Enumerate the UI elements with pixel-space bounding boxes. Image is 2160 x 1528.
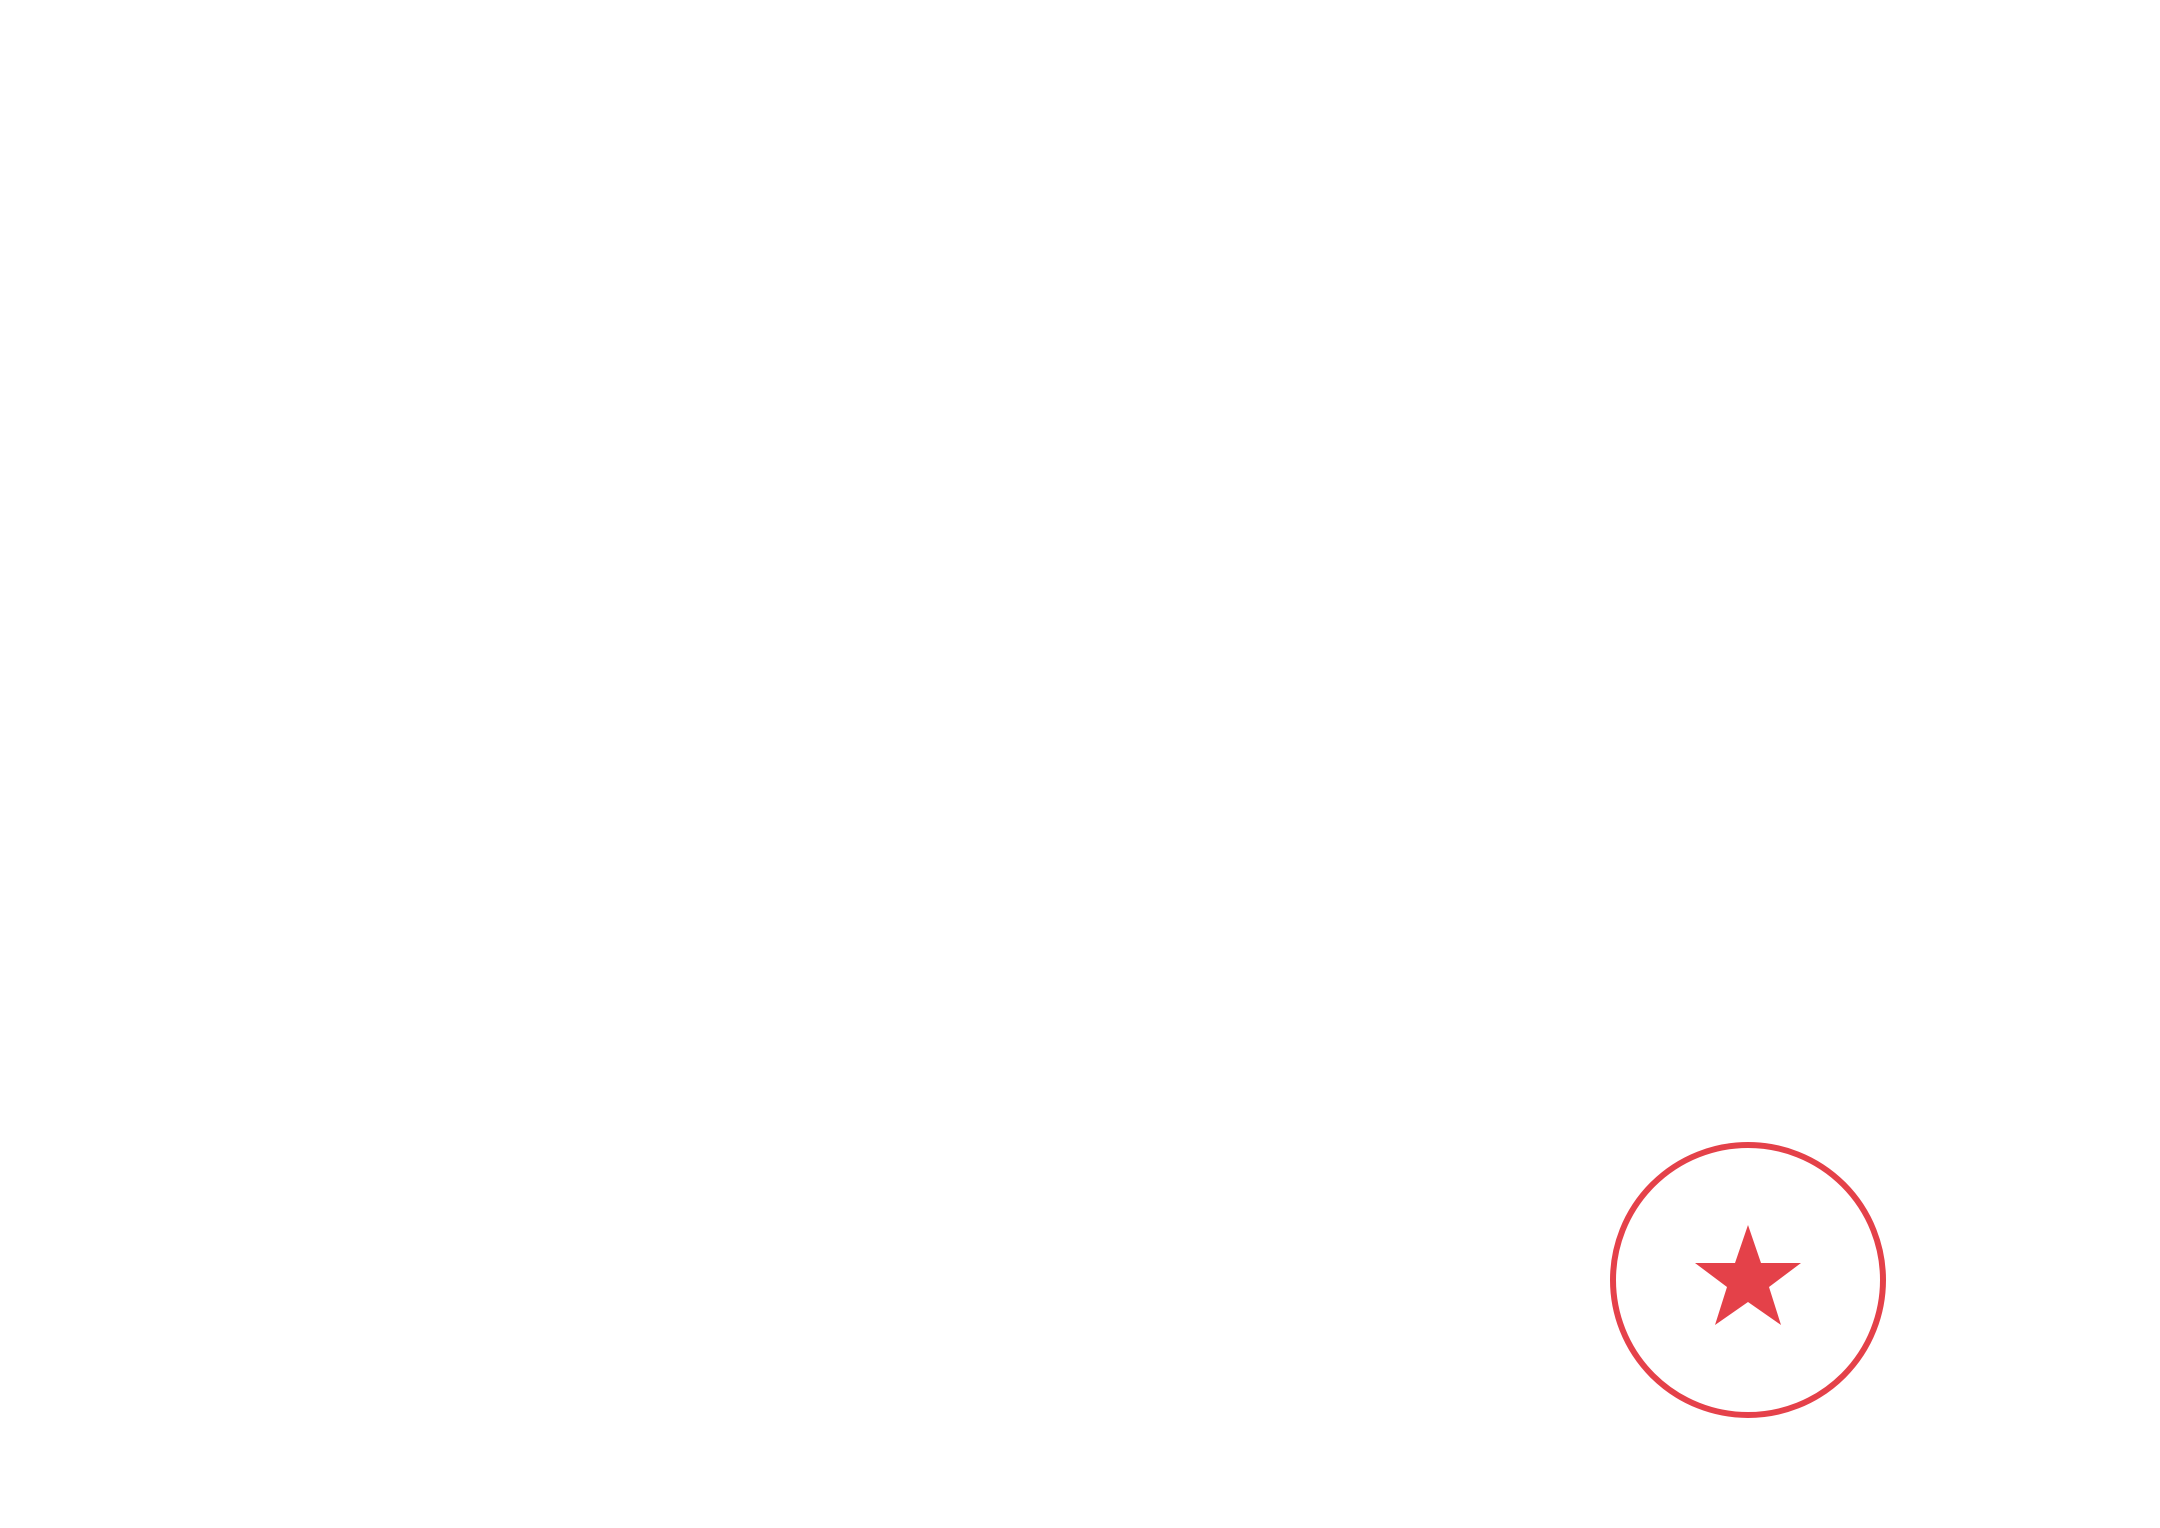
seal-star-icon xyxy=(1695,1225,1801,1325)
official-seal xyxy=(1598,1130,1898,1430)
